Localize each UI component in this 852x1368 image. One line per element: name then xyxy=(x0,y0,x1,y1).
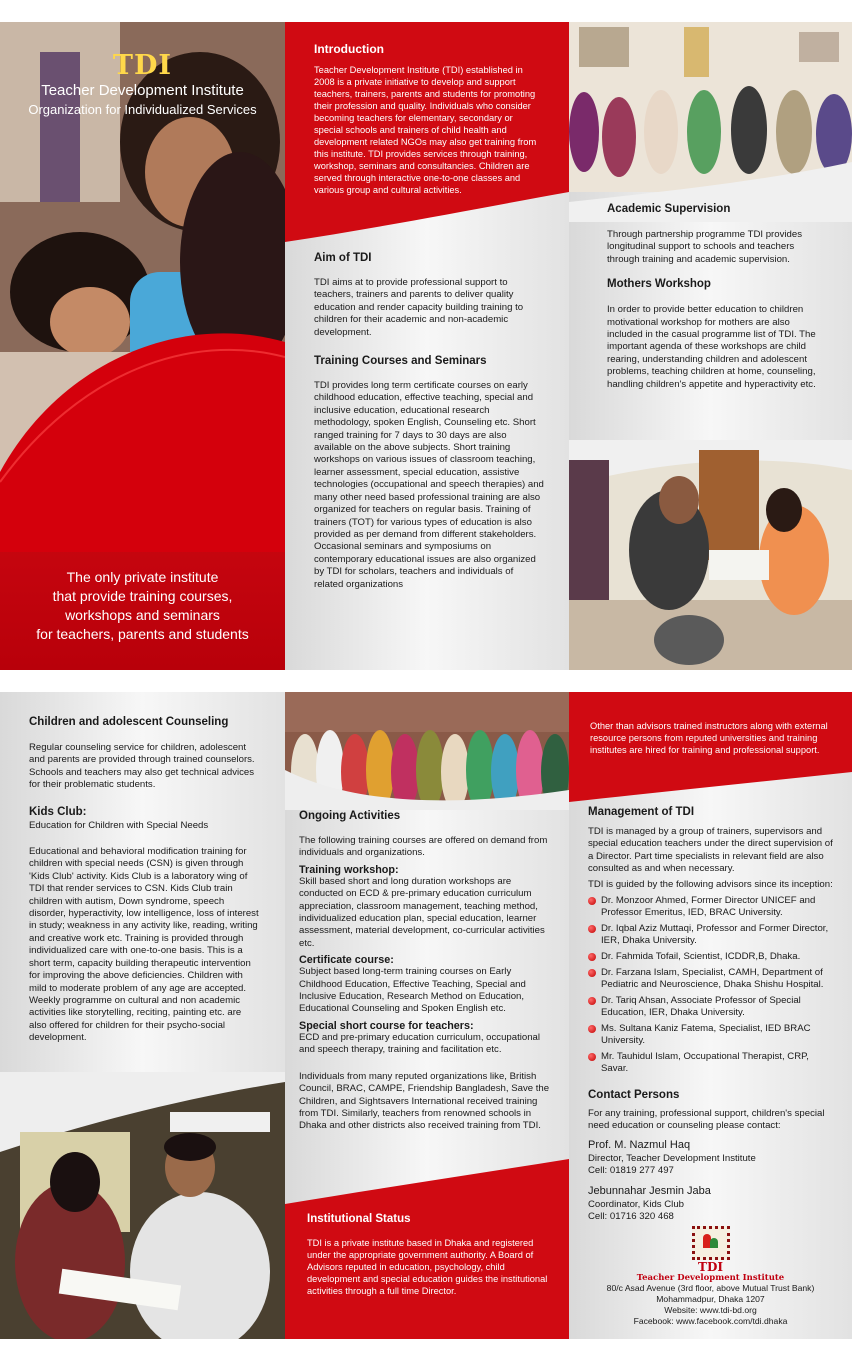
special-course-heading: Special short course for teachers: xyxy=(299,1019,474,1032)
contact-text: For any training, professional support, children's special need education or counseling please contact: xyxy=(588,1108,825,1132)
counseling-panel xyxy=(0,692,285,1339)
footer-block xyxy=(569,1226,852,1327)
academic-heading: Academic Supervision xyxy=(607,203,731,215)
status-heading: Institutional Status xyxy=(307,1213,411,1225)
special-course-text: ECD and pre-primary education curriculum, occupational and speech therapy, training and facilitation etc. xyxy=(299,1031,541,1056)
slogan-line: workshops and seminars xyxy=(65,607,220,623)
introduction-heading: Introduction xyxy=(314,42,384,56)
advisor-item: Dr. Tariq Ahsan, Associate Professor of Special Education, IER, Dhaka University. xyxy=(588,995,838,1019)
advisor-item: Dr. Farzana Islam, Specialist, CAMH, Department of Pediatric and Neuroscience, Dhaka Shishu Hospital. xyxy=(588,967,838,991)
contact-1-cell: Cell: 01819 277 497 xyxy=(588,1164,674,1176)
kids-club-photo xyxy=(0,1072,285,1339)
footer-institute-name: Teacher Development Institute xyxy=(636,1273,785,1283)
footer-website: Website: www.tdi-bd.org xyxy=(664,1305,757,1315)
aim-heading: Aim of TDI xyxy=(314,252,372,264)
advisor-item: Ms. Sultana Kaniz Fatema, Specialist, IED BRAC University. xyxy=(588,1023,838,1047)
footer-address-1: 80/c Asad Avenue (3rd floor, above Mutual Trust Bank) xyxy=(606,1283,815,1293)
mothers-heading: Mothers Workshop xyxy=(607,278,711,291)
advisor-item: Dr. Iqbal Aziz Muttaqi, Professor and Former Director, IER, Dhaka University. xyxy=(588,923,838,947)
workshop-heading: Training workshop: xyxy=(299,863,399,876)
cover-logo: TDI xyxy=(112,50,173,81)
bullet-icon xyxy=(588,997,596,1005)
counseling-photo xyxy=(569,440,852,670)
ongoing-text: The following training courses are offered on demand from individuals and organizations. xyxy=(299,835,548,859)
introduction-panel xyxy=(285,22,569,670)
cover-red-wave xyxy=(0,322,285,552)
courses-text: TDI provides long term certificate courses on early childhood education, effective teaching, special and inclusive education, educational research methodology, spoken English, Counseling etc. Short ranged training for 7 days to 30 days are also available on the above subjects. Short training workshops on various issues of classroom teaching, learner assessment, special education, assistive technologies (occupational and speech therapies) and many other need based professional training are also organized for teachers on regular basis. Training of trainers (TOT) for various types of education is also provided as per demand from different stakeholders. Occasional seminars and symposiums on contemporary educational issues are also organized by TDI for scholars, teachers and individuals of related organizations xyxy=(314,380,544,590)
activities-panel xyxy=(285,692,569,1339)
aim-text: TDI aims at to provide professional support to teachers, trainers and parents to deliver quality education and render capacity building training to children for their academic and non-academic development. xyxy=(314,277,524,338)
workshop-text: Skill based short and long duration workshops are conducted on ECD & pre-primary education curriculum appreciation, classroom management, teaching method, individualized education plan, special education, learner assessment, material development, co-curricular activities etc. xyxy=(299,875,545,949)
cover-tagline: Organization for Individualized Services xyxy=(28,102,257,117)
footer-logo: TDI xyxy=(698,1260,723,1274)
slogan-line: that provide training courses, xyxy=(52,588,233,604)
bullet-icon xyxy=(588,1053,596,1061)
footer-facebook: Facebook: www.facebook.com/tdi.dhaka xyxy=(633,1316,788,1326)
counseling-heading: Children and adolescent Counseling xyxy=(29,716,229,728)
status-text: TDI is a private institute based in Dhaka and registered under the appropriate government authority. A Board of Advisors reputed in education, psychology, child development and special education guides the institutional activities through a full time Director. xyxy=(307,1238,548,1296)
academic-panel xyxy=(569,22,852,670)
bullet-icon xyxy=(588,897,596,905)
certificate-heading: Certificate course: xyxy=(299,954,394,967)
management-panel xyxy=(569,692,852,1339)
advisors-list xyxy=(588,895,838,1075)
tdi-logo-icon xyxy=(692,1226,730,1260)
instructors-text: Other than advisors trained instructors along with external resource persons from reputed universities and training institutes are hired for training and professional support. xyxy=(590,721,828,755)
bullet-icon xyxy=(588,969,596,977)
advisor-item: Dr. Monzoor Ahmed, Former Director UNICEF and Professor Emeritus, IED, BRAC University. xyxy=(588,895,838,919)
contact-2-role: Coordinator, Kids Club xyxy=(588,1198,684,1210)
group-photo-wave xyxy=(285,770,569,810)
contact-person-2 xyxy=(588,1185,838,1223)
kids-club-text: Educational and behavioral modification training for children with special needs (CSN) is given through 'Kids Club' activity. Kids Club is a laboratory wing of TDI that render services to CSN. Kids Club train children with autism, Down syndrome, speech disorder, hyperactivity, low intelligence, loss of interest in study; weakness in any activity like, reading, writing and creative work etc. Training is provided through individualized care with one-to-one basis. This is a short term, capacity building therapeutic intervention for improving the above deficiencies. Children with mild to moderate problem of any age are accepted. Weekly programme on cultural and non academic activities like storytelling, reciting, painting etc. are also offered for children for their psycho-social development. xyxy=(29,846,259,1044)
ongoing-heading: Ongoing Activities xyxy=(299,810,401,822)
management-heading: Management of TDI xyxy=(588,806,695,818)
contact-1-name: Prof. M. Nazmul Haq xyxy=(588,1138,691,1151)
bullet-icon xyxy=(588,953,596,961)
advisor-item: Dr. Fahmida Tofail, Scientist, ICDDR,B, Dhaka. xyxy=(588,951,838,963)
slogan-line: The only private institute xyxy=(66,569,219,585)
courses-heading: Training Courses and Seminars xyxy=(314,355,487,368)
contact-2-cell: Cell: 01716 320 468 xyxy=(588,1210,674,1222)
advisors-intro: TDI is guided by the following advisors since its inception: xyxy=(588,878,833,890)
cover-panel xyxy=(0,22,285,670)
kids-club-heading: Kids Club: xyxy=(29,805,87,818)
slogan-line: for teachers, parents and students xyxy=(36,626,249,642)
counseling-text: Regular counseling service for children, adolescent and parents are provided through trained counselors. Schools and teachers may also get technical advices for their problematic students. xyxy=(29,742,255,791)
bullet-icon xyxy=(588,925,596,933)
footer-address-2: Mohammadpur, Dhaka 1207 xyxy=(656,1294,765,1304)
contact-1-role: Director, Teacher Development Institute xyxy=(588,1152,756,1164)
organizations-text: Individuals from many reputed organizations like, British Council, BRAC, CAMPE, Friendship Bangladesh, Save the Children, and Sightsavers International received training from TDI. Similarly, teachers from renowned schools in Dhaka and other districts also received training from TDI. xyxy=(299,1070,550,1132)
bullet-icon xyxy=(588,1025,596,1033)
contact-2-name: Jebunnahar Jesmin Jaba xyxy=(588,1184,711,1197)
mothers-text: In order to provide better education to children motivational workshop for mothers are also included in the casual programme list of TDI. The important agenda of these workshops are child rearing, understanding children and adolescent problems, teaching children at home, counseling, handling children's appetite and hyperactivity etc. xyxy=(607,304,816,390)
academic-text: Through partnership programme TDI provides longitudinal support to schools and teachers through training and academic supervision. xyxy=(607,229,802,265)
management-text: TDI is managed by a group of trainers, supervisors and special education teachers under the direct supervision of a Director. Part time specialists in relevant field are also consulted as and when necessary. xyxy=(588,826,833,875)
certificate-text: Subject based long-term training courses on Early Childhood Education, Effective Teaching, Special and Inclusive Education, Research Method on Education, Educational Counseling and Spoken English etc. xyxy=(299,966,526,1015)
cover-institute-name: Teacher Development Institute xyxy=(41,82,244,99)
contact-heading: Contact Persons xyxy=(588,1089,680,1102)
introduction-text: Teacher Development Institute (TDI) established in 2008 is a private initiative to develop and support teachers, trainers, parents and students for promoting their profession and quality. Individuals who consider becoming teachers for elementary, secondary or special schools and trainers of child health and development related NGOs may also get training from this institute. TDI provides services through training, workshop, seminars and consultancies. Children are served through interactive one-to-one classes and various group and cultural activities. xyxy=(314,65,537,195)
kids-club-subtitle: Education for Children with Special Needs xyxy=(29,819,209,831)
advisor-item: Mr. Tauhidul Islam, Occupational Therapist, CRP, Savar. xyxy=(588,1051,838,1075)
cover-slogan xyxy=(0,568,285,644)
contact-person-1 xyxy=(588,1139,838,1177)
